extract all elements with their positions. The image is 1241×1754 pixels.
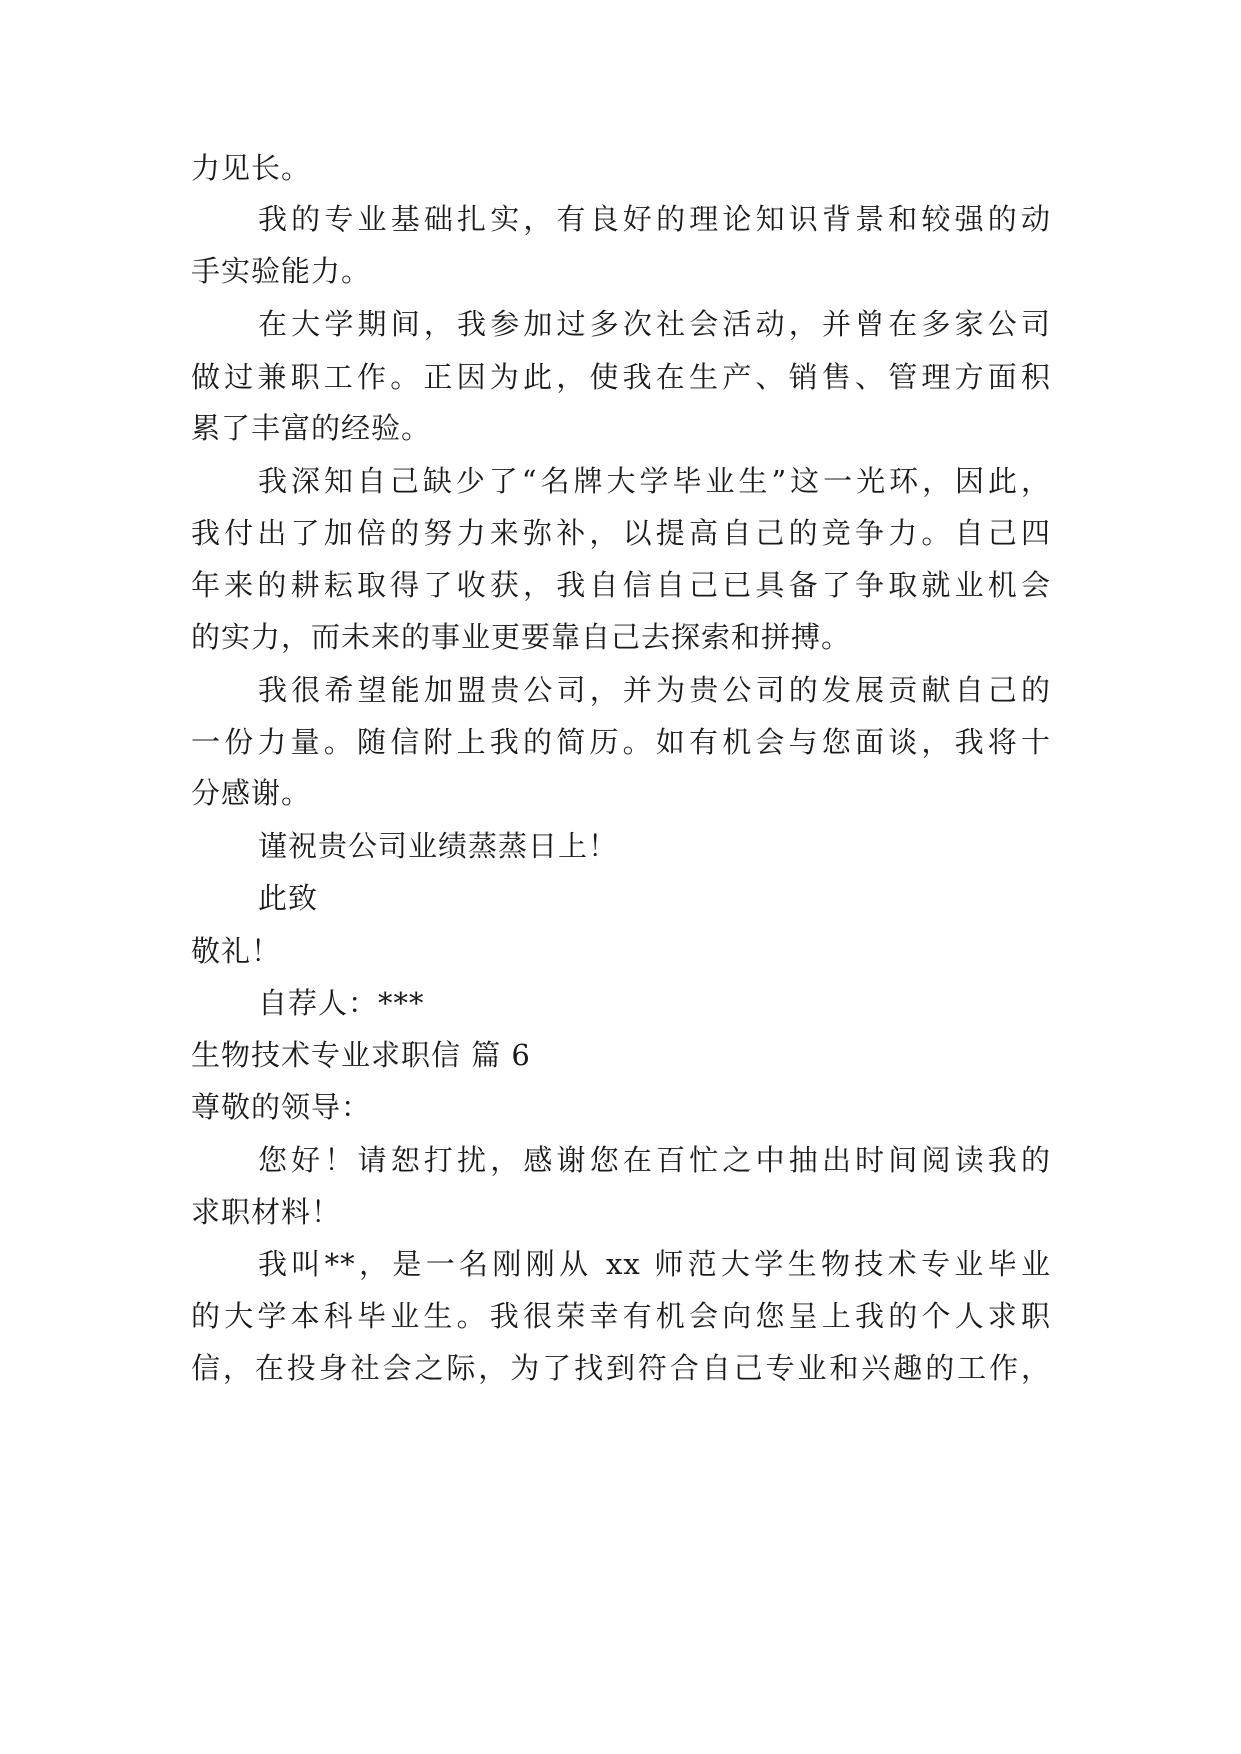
text-line: 我深知自己缺少了“名牌大学毕业生”这一光环，因此，: [258, 464, 1051, 498]
text-line: 我很希望能加盟贵公司，并为贵公司的发展贡献自己的: [258, 673, 1051, 707]
text-line: 做过兼职工作。正因为此，使我在生产、销售、管理方面积: [191, 360, 1051, 394]
text-line: 尊敬的领导：: [191, 1090, 372, 1124]
text-line: 一份力量。随信附上我的简历。如有机会与您面谈，我将十: [191, 725, 1051, 759]
text-line: 在大学期间，我参加过多次社会活动，并曾在多家公司: [258, 307, 1051, 341]
text-line: 年来的耕耘取得了收获，我自信自己已具备了争取就业机会: [191, 568, 1051, 602]
text-line: 的大学本科毕业生。我很荣幸有机会向您呈上我的个人求职: [191, 1299, 1051, 1333]
text-line: 力见长。: [191, 151, 312, 185]
text-line: 敬礼！: [191, 934, 282, 968]
text-line: 信，在投身社会之际，为了找到符合自己专业和兴趣的工作，: [191, 1351, 1051, 1385]
text-line: 谨祝贵公司业绩蒸蒸日上！: [258, 829, 619, 863]
text-line: 我的专业基础扎实，有良好的理论知识背景和较强的动: [258, 202, 1051, 236]
text-line: 您好！请恕打扰，感谢您在百忙之中抽出时间阅读我的: [258, 1143, 1051, 1177]
text-line: 我付出了加倍的努力来弥补，以提高自己的竞争力。自己四: [191, 516, 1051, 550]
text-line: 的实力，而未来的事业更要靠自己去探索和拼搏。: [191, 620, 852, 654]
text-line: 求职材料！: [191, 1195, 342, 1229]
text-line: 分感谢。: [191, 776, 312, 810]
text-line: 自荐人：***: [258, 986, 425, 1020]
text-line: 此致: [258, 881, 319, 915]
text-line: 累了丰富的经验。: [191, 411, 432, 445]
section-heading: 生物技术专业求职信 篇 6: [191, 1038, 531, 1072]
text-line: 我叫**，是一名刚刚从 xx 师范大学生物技术专业毕业: [258, 1247, 1051, 1281]
text-line: 手实验能力。: [191, 254, 372, 288]
